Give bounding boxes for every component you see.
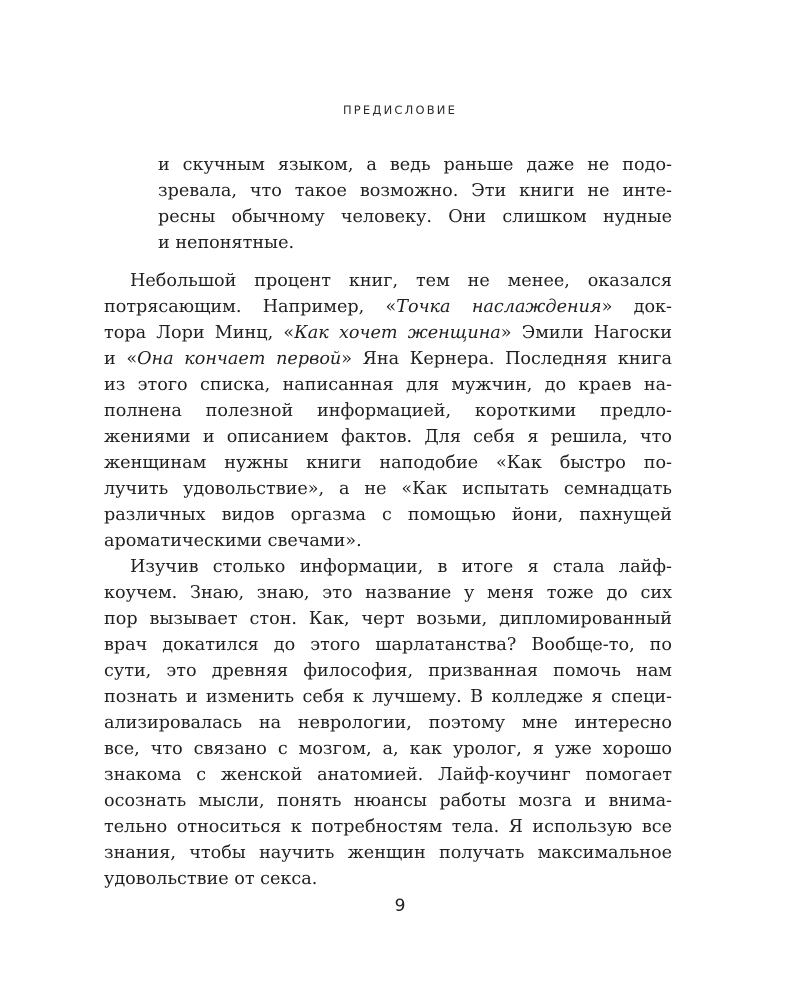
paragraph-line: осознать мысли, понять нюансы работы мозга и внима- (104, 791, 672, 811)
paragraph-line: ароматическими свечами». (104, 531, 362, 551)
paragraph-line: пор вызывает стон. Как, черт возьми, дипломированный (104, 609, 672, 629)
paragraph-line: потрясающим. Например, «Точка наслаждения» док- (104, 297, 672, 317)
paragraph-line: коучем. Знаю, знаю, это название у меня тоже до сих (104, 583, 672, 603)
paragraph-line: познать и изменить себя к лучшему. В колледже я специ- (104, 687, 672, 707)
running-head: ПРЕДИСЛОВИЕ (342, 103, 458, 117)
paragraph-line: знакома с женской анатомией. Лайф-коучинг помогает (104, 765, 672, 785)
paragraph-line: лучить удовольствие», а не «Как испытать семнадцать (104, 479, 672, 499)
paragraph-line: знания, чтобы научить женщин получать максимальное (104, 843, 672, 863)
paragraph-line: женщинам нужны книги наподобие «Как быстро по- (104, 453, 672, 473)
paragraph-line: из этого списка, написанная для мужчин, до краев на- (104, 375, 672, 395)
book-title: Она кончает первой (137, 349, 342, 369)
quote-line: и скучным языком, а ведь раньше даже не подо- (158, 155, 672, 175)
paragraph-line: врач докатился до этого шарлатанства? Вообще-то, по (104, 635, 672, 655)
paragraph-line: сути, это древняя философия, призванная помочь нам (104, 661, 672, 681)
paragraph-line: ализировалась на неврологии, поэтому мне интересно (104, 713, 672, 733)
paragraph-line: Небольшой процент книг, тем не менее, оказался (130, 271, 672, 291)
book-title: Как хочет женщина (294, 323, 501, 343)
quote-line: зревала, что такое возможно. Эти книги не инте- (158, 181, 672, 201)
page-number: 9 (394, 896, 406, 916)
paragraph-line: удовольствие от секса. (104, 869, 318, 889)
paragraph-line: жениями и описанием фактов. Для себя я решила, что (104, 427, 672, 447)
paragraph-line: тора Лори Минц, «Как хочет женщина» Эмили Нагоски (104, 323, 672, 343)
book-title: Точка наслаждения (396, 297, 602, 317)
paragraph-line: и «Она кончает первой» Яна Кернера. Последняя книга (104, 349, 673, 369)
paragraph-line: тельно относиться к потребностям тела. Я использую все (104, 817, 672, 837)
paragraph-line: Изучив столько информации, в итоге я стала лайф- (130, 557, 672, 577)
quote-line: и непонятные. (158, 233, 295, 253)
quote-line: ресны обычному человеку. Они слишком нудные (158, 207, 672, 227)
paragraph-line: все, что связано с мозгом, а, как уролог, я уже хорошо (104, 739, 672, 759)
paragraph-line: полнена полезной информацией, короткими предло- (104, 401, 672, 421)
paragraph-line: различных видов оргазма с помощью йони, пахнущей (104, 505, 672, 525)
